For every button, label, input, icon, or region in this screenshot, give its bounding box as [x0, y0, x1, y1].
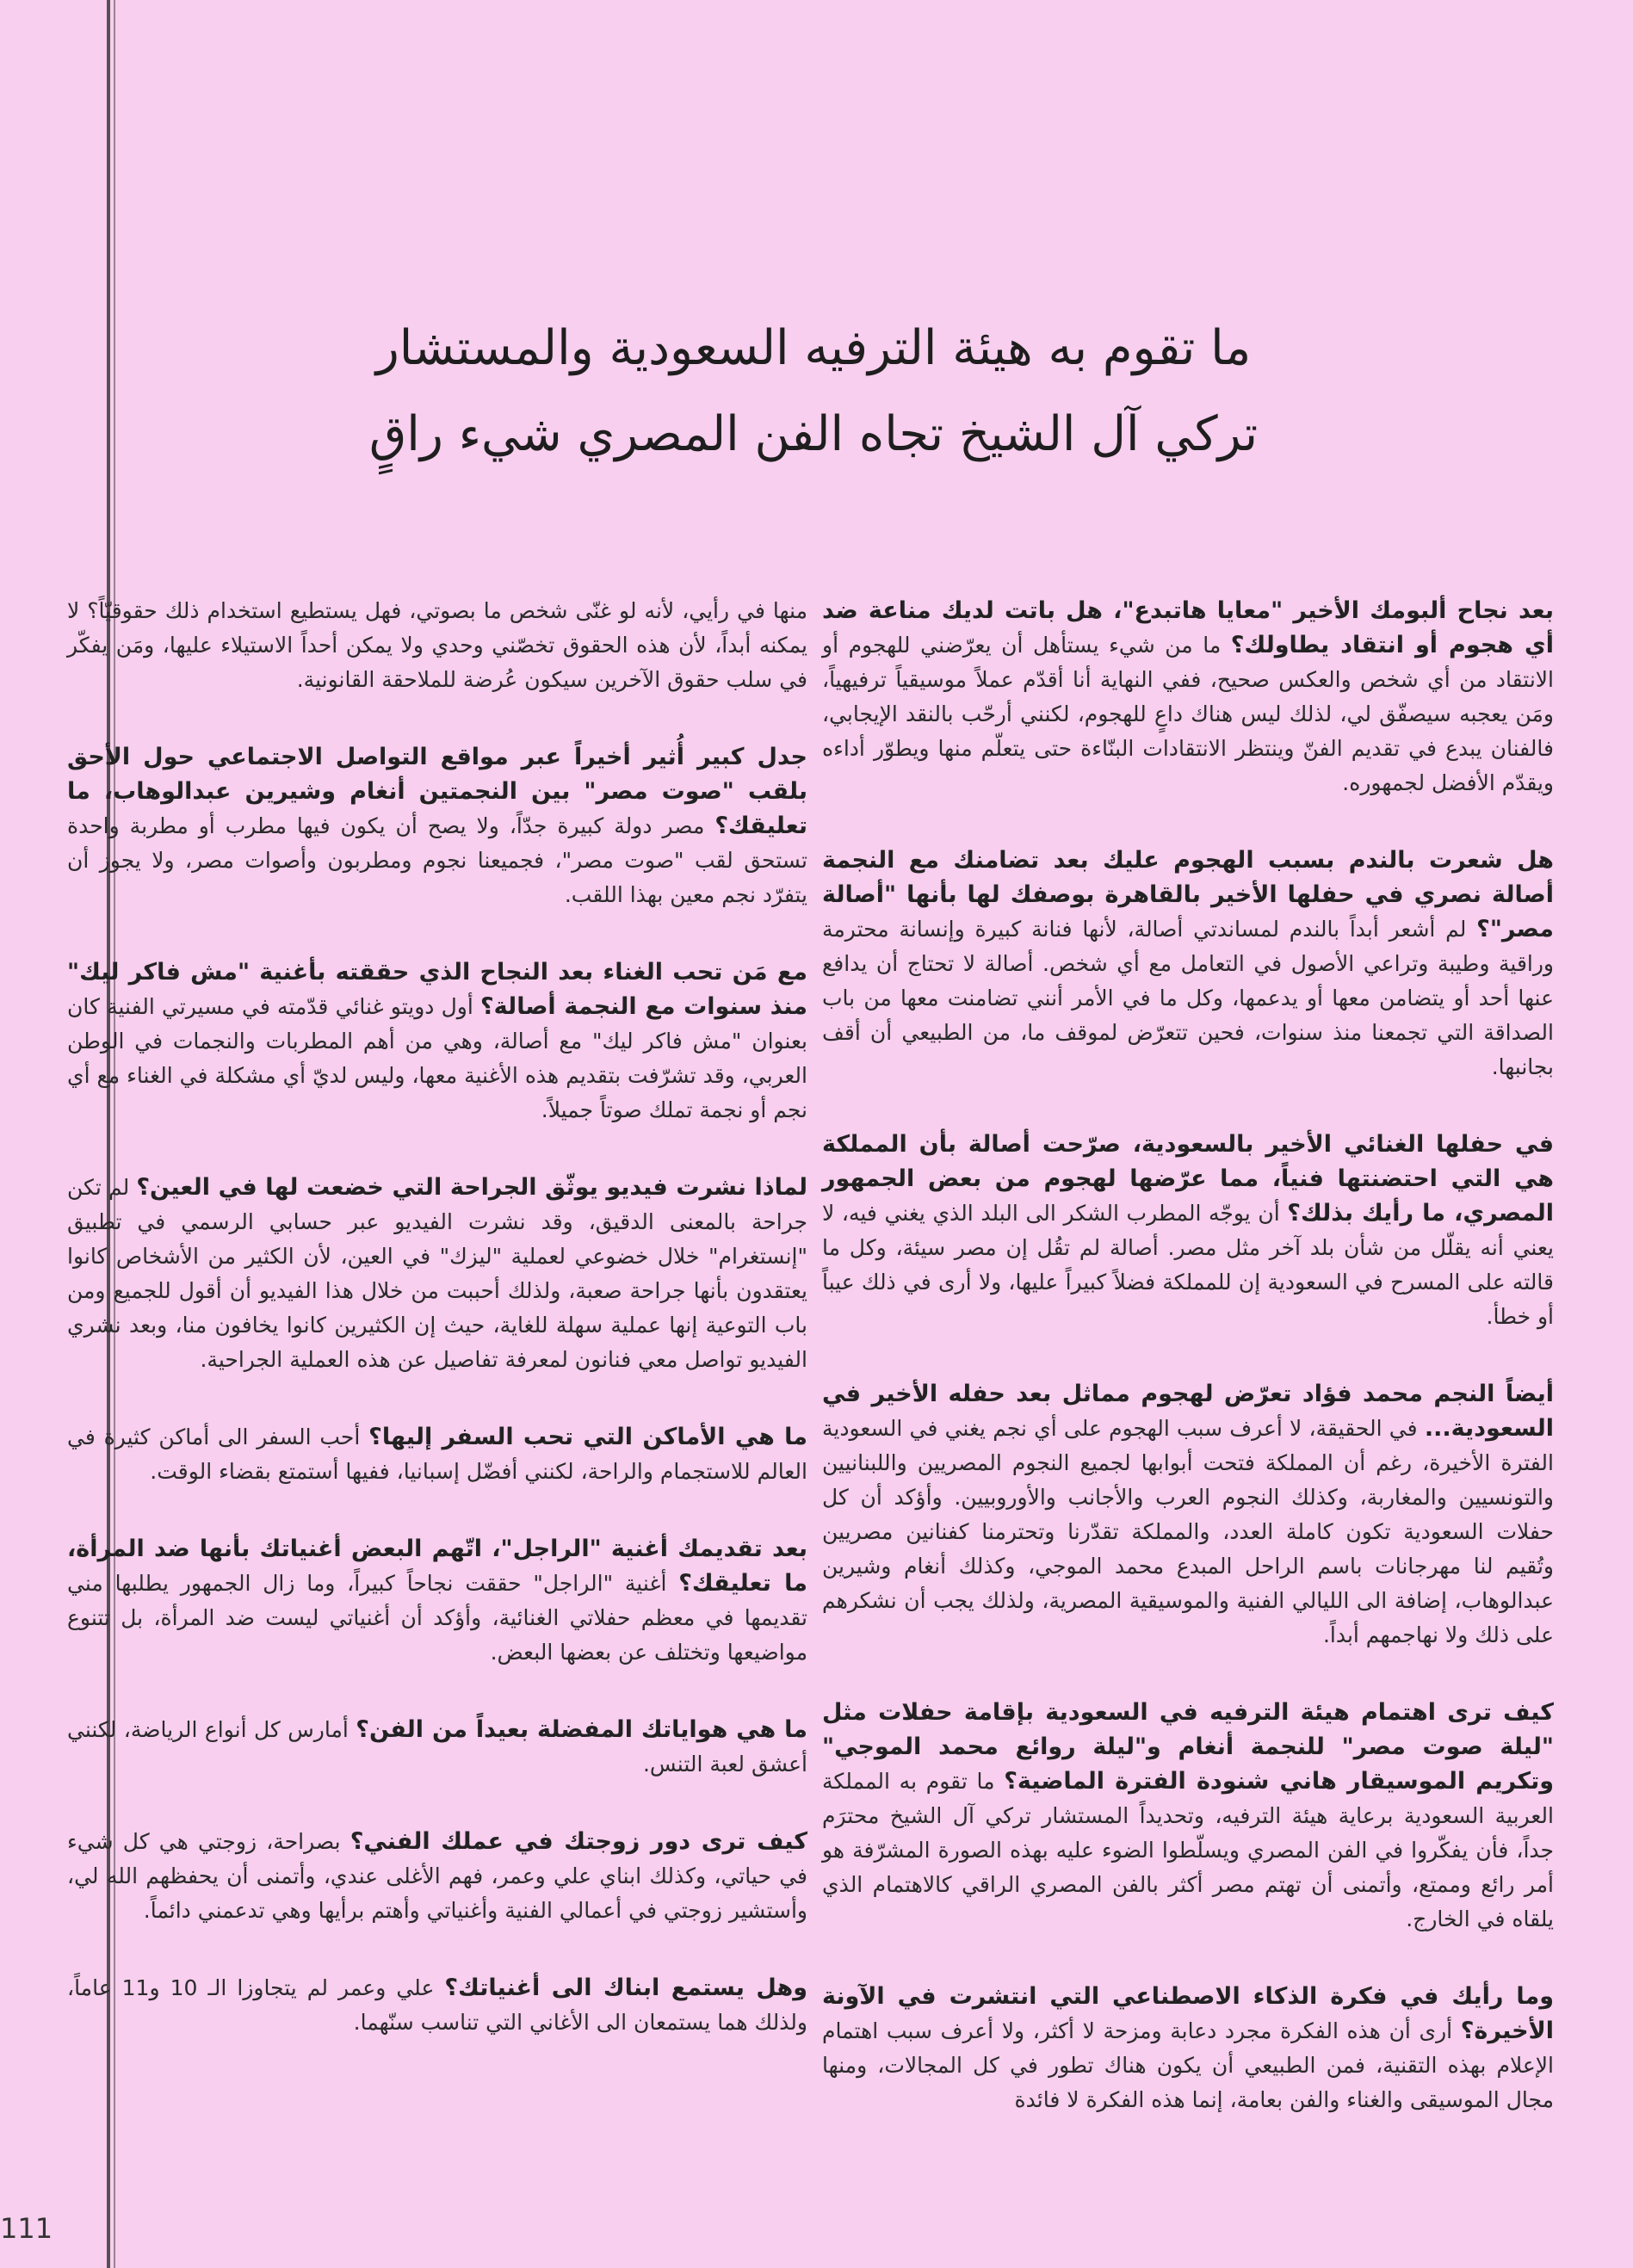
- qa-block: [67, 594, 807, 697]
- question: مع مَن تحب الغناء بعد النجاح الذي حققته بأغنية "مش فاكر ليك" منذ سنوات مع النجمة أصالة؟: [67, 959, 807, 1020]
- answer: في الحقيقة، لا أعرف سبب الهجوم على أي نجم يغني في السعودية الفترة الأخيرة، رغم أن المملكة فتحت أبوابها لجميع النجوم المصريين واللبنانيين والتونسيين والمغاربة، وكذلك النجوم العرب والأجانب والأوروبيين. وأؤكد أن كل حفلات السعودية تكون كاملة العدد، والمملكة تقدّرنا وتحترمنا كفنانين مصريين وتُقيم لنا مهرجانات باسم الراحل المبدع محمد الموجي، وكذلك أنغام وشيرين عبدالوهاب، إضافة الى الليالي الفنية والموسيقية المصرية، ولذلك يجب أن نشكرهم على ذلك ولا نهاجمهم أبداً.: [822, 1416, 1554, 1647]
- headline-line-1: ما تقوم به هيئة الترفيه السعودية والمستشار: [375, 320, 1252, 376]
- page-number: 111: [0, 2212, 53, 2245]
- right-column: [822, 594, 1554, 2160]
- qa-block: [67, 1171, 807, 1377]
- question: وهل يستمع ابناك الى أغنياتك؟: [444, 1974, 808, 2001]
- question: هل شعرت بالندم بسبب الهجوم عليك بعد تضامنك مع النجمة أصالة نصري في حفلها الأخير بالقاهرة بوصفك لها بأنها "أصالة مصر"؟: [822, 847, 1555, 942]
- answer: أن يوجّه المطرب الشكر الى البلد الذي يغني فيه، لا يعني أنه يقلّل من شأن بلد آخر مثل مصر. أصالة لم تقُل إن مصر سيئة، وكل ما قالته على المسرح في السعودية إن للمملكة فضلاً كبيراً عليها، ولا أرى في ذلك عيباً أو خطأ.: [822, 1201, 1554, 1329]
- qa-block: [67, 1420, 807, 1489]
- answer: أحب السفر الى أماكن كثيرة في العالم للاستجمام والراحة، لكنني أفضّل إسبانيا، ففيها أستمتع بقضاء الوقت.: [67, 1424, 807, 1484]
- qa-block: [822, 1980, 1554, 2117]
- qa-block: [67, 1713, 807, 1782]
- question: ما هي الأماكن التي تحب السفر إليها؟: [368, 1424, 807, 1450]
- question: بعد نجاح ألبومك الأخير "معايا هاتبدع"، هل باتت لديك مناعة ضد أي هجوم أو انتقاد يطاولك؟: [822, 597, 1554, 658]
- answer: ما من شيء يستأهل أن يعرّضني للهجوم أو الانتقاد من أي شخص والعكس صحيح، ففي النهاية أنا أقدّم عملاً موسيقياً ترفيهياً، ومَن يعجبه سيصفّق لي، لذلك ليس هناك داعٍ للهجوم، لكنني أرحّب بالنقد الإيجابي، فالفنان يبدع في تقديم الفنّ وينتظر الانتقادات البنّاءة حتى يتعلّم منها ويطوّر أداءه ويقدّم الأفضل لجمهوره.: [822, 633, 1554, 795]
- qa-block: [67, 955, 807, 1128]
- qa-block: [822, 844, 1554, 1085]
- answer: أمارس كل أنواع الرياضة، لكنني أعشق لعبة التنس.: [67, 1717, 807, 1777]
- answer: لم تكن جراحة بالمعنى الدقيق، وقد نشرت الفيديو عبر حسابي الرسمي في تطبيق "إنستغرام" خلال خضوعي لعملية "ليزك" في العين، لأن الكثير من الأشخاص كانوا يعتقدون بأنها جراحة صعبة، ولذلك أحببت من خلال هذا الفيديو أن أقول للجميع ومن باب التوعية إنها عملية سهلة للغاية، حيث إن الكثيرين كانوا يخافون منا، وبعد نشري الفيديو تواصل معي فنانون لمعرفة تفاصيل عن هذه العملية الجراحية.: [67, 1175, 807, 1372]
- question: في حفلها الغنائي الأخير بالسعودية، صرّحت أصالة بأن المملكة هي التي احتضنتها فنياً، مما عرّضها لهجوم من بعض الجمهور المصري، ما رأيك بذلك؟: [822, 1131, 1554, 1227]
- answer: منها في رأيي، لأنه لو غنّى شخص ما بصوتي، فهل يستطيع استخدام ذلك حقوقيّاً؟ لا يمكنه أبداً، لأن هذه الحقوق تخصّني وحدي ولا يمكن أحداً الاستيلاء عليها، ومَن يفكّر في سلب حقوق الآخرين سيكون عُرضة للملاحقة القانونية.: [67, 598, 807, 692]
- answer: أرى أن هذه الفكرة مجرد دعابة ومزحة لا أكثر، ولا أعرف سبب اهتمام الإعلام بهذه التقنية، فمن الطبيعي أن يكون هناك تطور في كل المجالات، ومنها مجال الموسيقى والغناء والفن بعامة، إنما هذه الفكرة لا فائدة: [822, 2018, 1554, 2112]
- answer: أول دويتو غنائي قدّمته في مسيرتي الفنية كان بعنوان "مش فاكر ليك" مع أصالة، وهي من أهم المطربات والنجمات في الوطن العربي، وقد تشرّفت بتقديم هذه الأغنية معها، وليس لديّ أي مشكلة في الغناء مع أي نجم أو نجمة تملك صوتاً جميلاً.: [67, 994, 807, 1122]
- question: جدل كبير أُثير أخيراً عبر مواقع التواصل الاجتماعي حول الأحق بلقب "صوت مصر" بين النجمتين أنغام وشيرين عبدالوهاب، ما تعليقك؟: [67, 744, 807, 839]
- qa-block: [67, 1825, 807, 1928]
- answer: ما تقوم به المملكة العربية السعودية برعاية هيئة الترفيه، وتحديداً المستشار تركي آل الشيخ محترَم جداً، فأن يفكّروا في الفن المصري ويسلّطوا الضوء عليه بهذه الصورة المشرّفة هو أمر رائع وممتع، وأتمنى أن تهتم مصر أكثر بالفن المصري الراقي كالاهتمام الذي يلقاه في الخارج.: [822, 1769, 1554, 1931]
- qa-block: [67, 1532, 807, 1670]
- qa-block: [67, 740, 807, 912]
- answer: مصر دولة كبيرة جدّاً، ولا يصح أن يكون فيها مطرب أو مطربة واحدة تستحق لقب "صوت مصر"، فجميعنا نجوم ومطربون وأصوات مصر، ولا يجوز أن يتفرّد نجم معين بهذا اللقب.: [67, 813, 807, 907]
- question: وما رأيك في فكرة الذكاء الاصطناعي التي انتشرت في الآونة الأخيرة؟: [822, 1983, 1554, 2044]
- answer: لم أشعر أبداً بالندم لمساندتي أصالة، لأنها فنانة كبيرة وإنسانة محترمة وراقية وطيبة وتراعي الأصول في التعامل مع أي شخص. أصالة لا تحتاج أن يدافع عنها أحد أو يتضامن معها أو يدعمها، وكل ما في الأمر أنني تضامنت معها من باب الصداقة التي تجمعنا منذ سنوات، فحين تتعرّض لموقف ما، من الطبيعي أن أقف بجانبها.: [822, 917, 1554, 1079]
- answer: علي وعمر لم يتجاوزا الـ 10 و11 عاماً، ولذلك هما يستمعان الى الأغاني التي تناسب سنّهما.: [67, 1975, 807, 2035]
- qa-block: [67, 1971, 807, 2040]
- left-column: [67, 594, 807, 2083]
- qa-block: [822, 1377, 1554, 1653]
- qa-block: [822, 594, 1554, 800]
- question: ما هي هواياتك المفضلة بعيداً من الفن؟: [356, 1716, 807, 1743]
- question: لماذا نشرت فيديو يوثّق الجراحة التي خضعت لها في العين؟: [136, 1174, 807, 1201]
- question: بعد تقديمك أغنية "الراجل"، اتّهم البعض أغنياتك بأنها ضد المرأة، ما تعليقك؟: [67, 1536, 808, 1597]
- headline-line-2: تركي آل الشيخ تجاه الفن المصري شيء راقٍ: [368, 406, 1259, 462]
- question: كيف ترى دور زوجتك في عملك الفني؟: [349, 1828, 807, 1855]
- question: أيضاً النجم محمد فؤاد تعرّض لهجوم مماثل بعد حفله الأخير في السعودية...: [822, 1381, 1554, 1442]
- qa-block: [822, 1128, 1554, 1334]
- question: كيف ترى اهتمام هيئة الترفيه في السعودية بإقامة حفلات مثل "ليلة صوت مصر" للنجمة أنغام و"ليلة روائع محمد الموجي" وتكريم الموسيقار هاني شنودة الفترة الماضية؟: [822, 1699, 1554, 1795]
- page-headline: [258, 306, 1369, 478]
- answer: أغنية "الراجل" حققت نجاحاً كبيراً، وما زال الجمهور يطلبها مني تقديمها في معظم حفلاتي الغنائية، وأؤكد أن أغنياتي ليست ضد المرأة، بل تتنوع مواضيعها وتختلف عن بعضها البعض.: [67, 1571, 807, 1665]
- answer: بصراحة، زوجتي هي كل شيء في حياتي، وكذلك ابناي علي وعمر، فهم الأغلى عندي، وأتمنى أن يحفظهم الله لي، وأستشير زوجتي في أعمالي الفنية وأغنياتي وأهتم برأيها وهي تدعمني دائماً.: [67, 1829, 807, 1923]
- qa-block: [822, 1696, 1554, 1937]
